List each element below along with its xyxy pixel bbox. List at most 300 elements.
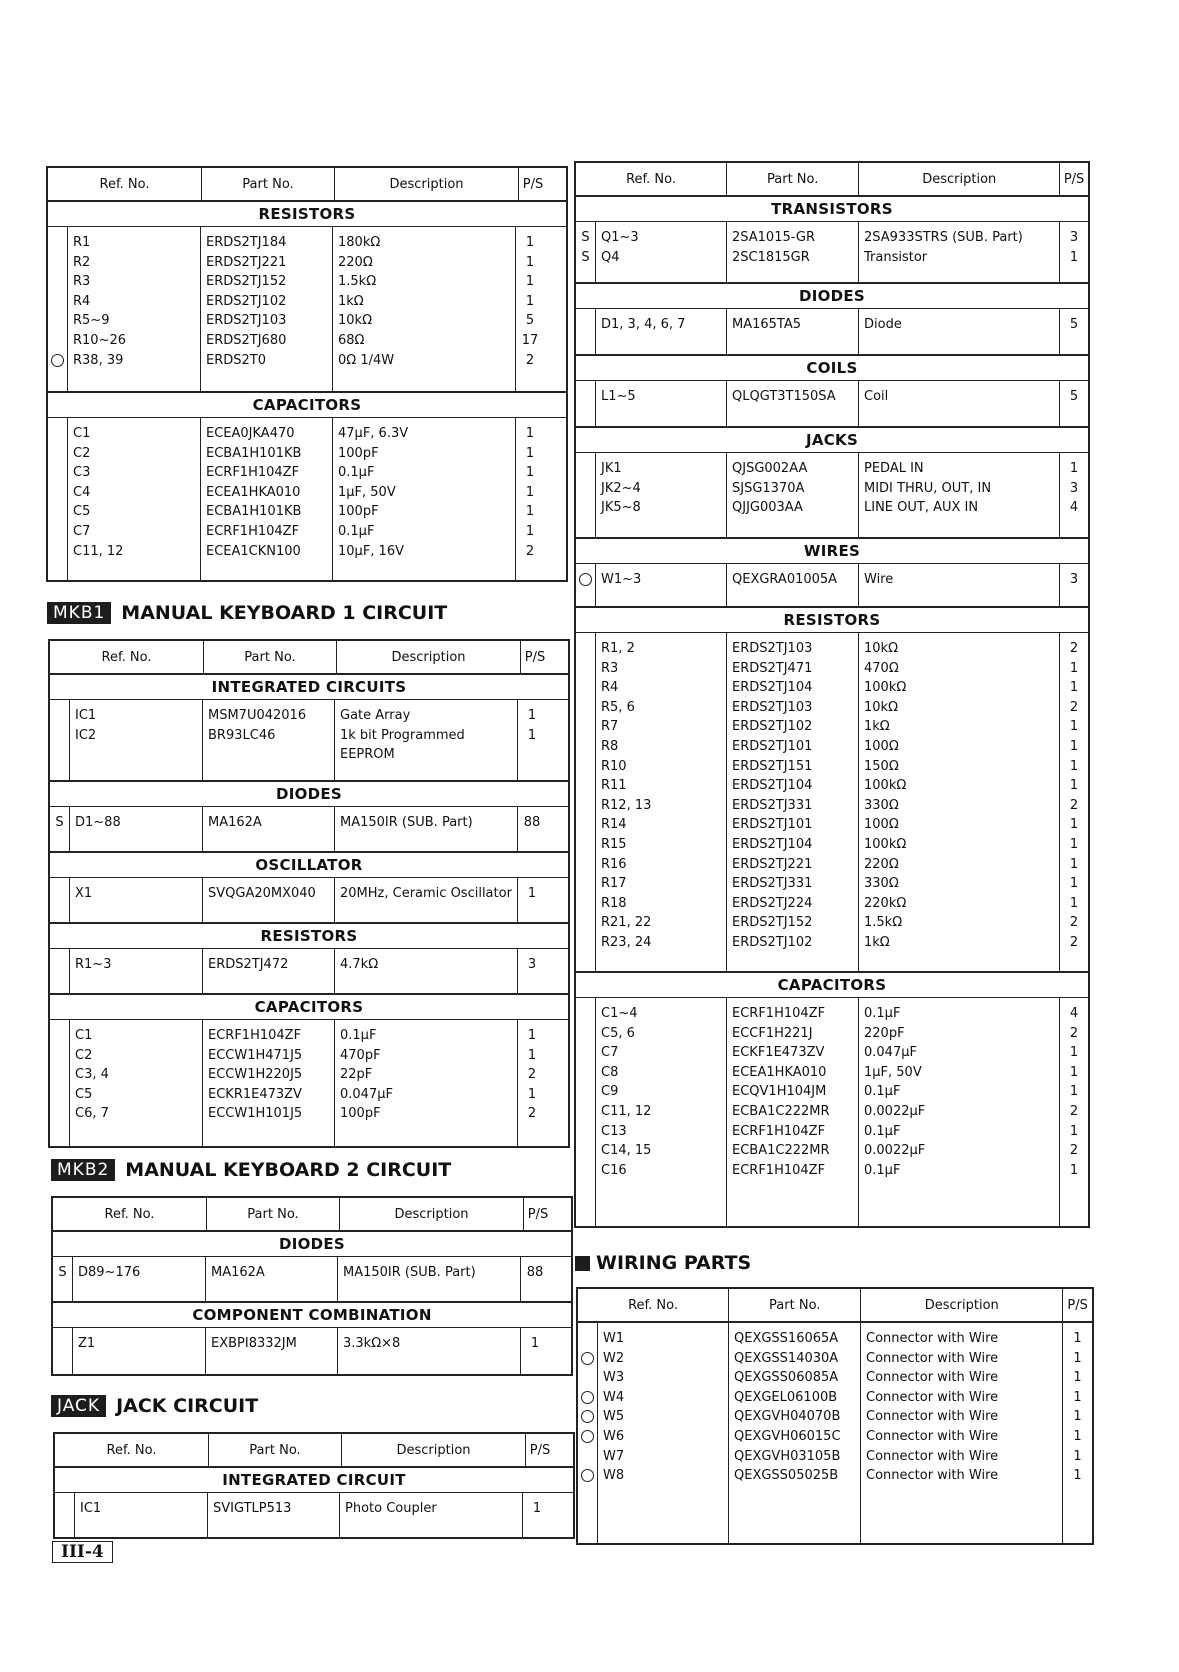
section-title: CAPACITORS [50,995,568,1020]
description: 0.1µF [864,1006,901,1021]
ps-qty: 1 [1069,856,1079,872]
description: 470pF [340,1047,381,1063]
ps-qty: 1 [1073,1428,1082,1444]
ref-no: Z1 [78,1336,96,1351]
s-mark [576,387,595,407]
s-mark [576,835,595,855]
description-column [340,1493,523,1537]
ps-qty: 1 [525,254,535,270]
ps-qty: 1 [525,465,535,481]
description: Connector with Wire [866,1331,999,1346]
ps-qty-column [1060,309,1088,354]
ps-qty: 1 [532,1501,542,1516]
circle-mark-icon [578,1388,597,1408]
circle-icon [51,354,64,367]
ps-qty-column [518,878,546,922]
description-column [859,998,1060,1226]
description: Gate Array [340,708,411,723]
ps-qty: 3 [1069,230,1079,245]
part-no-column [203,949,335,993]
description-column [333,418,516,580]
description-header: Description [861,1289,1063,1321]
ref-no-column [70,807,203,851]
description: 47µF, 6.3V [338,426,409,441]
ps-qty: 1 [1069,738,1079,754]
ps-qty: 2 [1069,641,1079,656]
description-header: Description [859,163,1060,195]
part-no: ERDS2TJ104 [732,778,813,794]
s-mark-column [48,227,68,391]
description: 0.1µF [340,1028,377,1043]
part-no: MA165TA5 [732,317,802,332]
square-bullet-icon [575,1256,590,1271]
circle-mark-icon [578,1466,597,1486]
ref-no-column [598,1323,729,1543]
section-title: RESISTORS [50,924,568,949]
part-no: ERDS2TJ471 [732,660,813,676]
description-column [335,878,518,922]
part-no: SJSG1370A [732,480,805,496]
description: 0.0022µF [864,1103,926,1119]
s-mark [576,776,595,796]
ps-qty-column [518,1020,546,1146]
description: Coil [864,389,889,404]
section-title: COMPONENT COMBINATION [53,1303,571,1328]
ps-qty: 1 [1073,1350,1082,1366]
description: 1µF, 50V [338,484,396,500]
ps-qty-column [518,949,546,993]
s-mark [50,955,69,975]
description-column [338,1257,521,1301]
s-mark [48,463,67,483]
description: EEPROM [340,747,395,763]
part-no-header: Part No. [729,1289,861,1321]
ref-no: X1 [75,886,93,901]
description: MA150IR (SUB. Part) [343,1265,476,1280]
ps-header: P/S [1063,171,1085,187]
section-title: DIODES [576,284,1088,309]
s-mark [48,311,67,331]
s-mark-column [50,1020,70,1146]
ref-no: C5 [75,1086,93,1102]
ref-no: R12, 13 [601,797,652,813]
s-mark-column [576,222,596,282]
ps-qty-column [518,700,546,780]
ref-no: C3, 4 [75,1067,109,1083]
description-column [859,222,1060,282]
part-no: SVQGA20MX040 [208,886,316,901]
ref-no: C6, 7 [75,1106,109,1122]
s-mark [576,1024,595,1044]
s-mark [48,424,67,444]
part-no: ERDS2TJ103 [732,641,813,656]
ref-no-column [596,633,727,971]
part-no-column [206,1328,338,1374]
part-no: ECRF1H104ZF [206,465,300,481]
ps-qty-column [1063,1323,1092,1543]
jack-title: JACK CIRCUIT [116,1395,259,1417]
part-no: QEXGSS05025B [734,1468,839,1484]
description-column [333,227,516,391]
part-no: ERDS2TJ472 [208,957,289,972]
ref-no: Q4 [601,249,620,265]
ref-no: R3 [601,660,619,676]
ps-qty: 1 [527,727,537,743]
ps-qty: 1 [525,445,535,461]
part-no-column [203,878,335,922]
mkb2-title: MANUAL KEYBOARD 2 CIRCUIT [125,1159,452,1181]
part-no: ECRF1H104ZF [208,1028,302,1043]
s-mark: S [581,249,590,265]
part-no-header: Part No. [204,641,337,673]
part-no: ECEA1HKA010 [206,484,301,500]
part-no: 2SC1815GR [732,249,810,265]
ref-no: R10~26 [73,332,127,348]
description: 2SA933STRS (SUB. Part) [864,230,1023,245]
description: 100Ω [864,738,899,754]
part-no: ERDS2TJ103 [206,313,287,329]
description: 0.047µF [340,1086,393,1102]
ps-header: P/S [522,176,544,192]
s-mark [576,498,595,518]
ref-no: R11 [601,778,627,794]
ps-qty: 1 [525,523,535,539]
circle-icon [579,573,592,586]
ref-no: C5, 6 [601,1025,635,1041]
part-no: ERDS2TJ331 [732,876,813,892]
ps-qty: 2 [525,352,535,368]
ps-qty: 5 [525,313,535,329]
part-no: ERDS2TJ221 [732,856,813,872]
mkb2-badge: MKB2 [51,1159,115,1181]
ref-no [75,745,197,765]
ps-qty: 1 [1073,1331,1082,1346]
s-mark [48,542,67,562]
s-mark [50,1065,69,1085]
ps-qty: 1 [527,1086,537,1102]
s-mark-column [576,633,596,971]
ref-no: C7 [601,1045,619,1061]
description: 20MHz, Ceramic Oscillator [340,886,512,901]
description: 0.1µF [338,465,375,481]
description: 100pF [338,445,379,461]
description-column [859,633,1060,971]
part-no: MA162A [211,1265,265,1280]
part-no: QEXGVH03105B [734,1448,841,1464]
ref-no: R23, 24 [601,934,652,950]
description: 1µF, 50V [864,1064,922,1080]
mkb2-parts-table [51,1196,573,1376]
s-mark [50,706,69,726]
section-title: OSCILLATOR [50,853,568,878]
description: 0.1µF [864,1123,901,1139]
description: 220kΩ [864,895,907,911]
ps-qty: 1 [525,274,535,290]
part-no: QEXGRA01005A [732,572,838,587]
ref-no: C9 [601,1084,619,1100]
part-no: ECKF1E473ZV [732,1045,825,1061]
s-mark [578,1447,597,1467]
part-no: ERDS2TJ104 [732,836,813,852]
s-mark [576,1004,595,1024]
s-mark [576,717,595,737]
ps-qty: 1 [525,504,535,520]
ref-no-column [596,564,727,606]
ps-qty: 1 [1073,1370,1082,1386]
ps-qty: 1 [527,1028,537,1043]
ps-qty: 1 [1069,1045,1079,1061]
section-title: RESISTORS [48,202,566,227]
s-mark [50,1046,69,1066]
mkb2-heading [51,1159,451,1181]
ref-no: IC1 [75,708,97,723]
ps-qty: 1 [1069,660,1079,676]
mkb1-badge: MKB1 [47,602,111,624]
description: LINE OUT, AUX IN [864,500,979,516]
part-no-column [727,564,859,606]
description-column [335,807,518,851]
s-mark [576,815,595,835]
ref-no-column [70,878,203,922]
jack-badge: JACK [51,1395,106,1417]
ref-no: R1 [73,235,91,250]
s-mark [576,894,595,914]
description-column [859,309,1060,354]
ps-qty: 2 [527,1106,537,1122]
ref-no: R21, 22 [601,915,652,931]
s-mark-column [55,1493,75,1537]
circle-icon [581,1410,594,1423]
ps-qty: 2 [1069,797,1079,813]
ref-no: Q1~3 [601,230,639,245]
s-mark [48,292,67,312]
ps-qty: 1 [1073,1468,1082,1484]
part-no: ERDS2TJ102 [732,719,813,735]
ps-qty: 1 [1073,1448,1082,1464]
s-mark [576,1122,595,1142]
section-title: TRANSISTORS [576,197,1088,222]
jack-heading [51,1395,258,1417]
ps-qty-column [521,1257,549,1301]
part-no-column [727,381,859,426]
part-no-column [729,1323,861,1543]
s-mark [48,272,67,292]
ref-no-column [68,418,201,580]
description: Connector with Wire [866,1389,999,1405]
description: MA150IR (SUB. Part) [340,815,473,830]
description: Connector with Wire [866,1409,999,1425]
s-mark [576,757,595,777]
ref-no: W1 [603,1331,625,1346]
ps-qty-column [521,1328,549,1374]
part-no: ECEA1CKN100 [206,543,301,559]
ref-no: IC1 [80,1501,102,1516]
part-no: ERDS2TJ331 [732,797,813,813]
s-mark [576,1043,595,1063]
ref-no: C11, 12 [73,543,124,559]
s-mark [576,737,595,757]
s-mark [48,444,67,464]
part-no: QJJG003AA [732,500,803,516]
ps-qty: 1 [1069,1084,1079,1100]
s-mark [48,522,67,542]
description: 0.1µF [864,1162,901,1178]
ref-no-column [75,1493,208,1537]
description: Wire [864,572,894,587]
ps-qty: 1 [525,426,535,441]
ps-qty: 1 [1073,1389,1082,1405]
ps-qty [518,745,546,765]
s-mark: S [58,1265,67,1280]
ref-no: IC2 [75,727,97,743]
ref-no: R38, 39 [73,352,124,368]
ps-qty: 1 [1069,778,1079,794]
part-no: QEXGSS06085A [734,1370,839,1386]
part-no-column [206,1257,338,1301]
part-no-column [203,700,335,780]
s-mark [50,726,69,746]
part-no-column [727,309,859,354]
ps-qty-column [516,418,544,580]
s-mark [576,639,595,659]
ps-qty-column [1060,633,1088,971]
part-no: ECBA1H101KB [206,445,302,461]
ref-no: C14, 15 [601,1143,652,1159]
part-no: QEXGVH04070B [734,1409,841,1425]
section-title: INTEGRATED CIRCUIT [55,1468,573,1493]
ref-no: R16 [601,856,627,872]
circle-icon [581,1430,594,1443]
ps-qty: 1 [1069,1064,1079,1080]
ps-qty: 5 [1069,317,1079,332]
ref-no-column [73,1257,206,1301]
ref-no-header: Ref. No. [50,641,204,673]
jack-parts-table [53,1432,575,1539]
part-no: ECRF1H104ZF [732,1162,826,1178]
s-mark-column [53,1328,73,1374]
ps-qty: 1 [1069,876,1079,892]
ps-header: P/S [524,649,546,665]
s-mark [576,659,595,679]
part-no-column [201,227,333,391]
description: PEDAL IN [864,461,924,476]
description-header: Description [335,168,519,200]
s-mark-column [576,309,596,354]
description: 100pF [340,1106,381,1122]
description: 1.5kΩ [864,915,903,931]
ref-no: C13 [601,1123,627,1139]
ref-no: D89~176 [78,1265,141,1280]
part-no: QEXGEL06100B [734,1389,838,1405]
section-title: WIRES [576,539,1088,564]
part-no: ERDS2TJ102 [206,293,287,309]
mkb1-title: MANUAL KEYBOARD 1 CIRCUIT [121,602,448,624]
s-mark [48,233,67,253]
part-no-column [727,222,859,282]
part-no-column [208,1493,340,1537]
description: MIDI THRU, OUT, IN [864,480,992,496]
ref-no-column [70,1020,203,1146]
description: 1k bit Programmed [340,727,465,743]
description: Diode [864,317,902,332]
page-number: III-4 [52,1541,113,1563]
description: 4.7kΩ [340,957,379,972]
s-mark-column [48,418,68,580]
part-no: MA162A [208,815,262,830]
ref-no: C1~4 [601,1006,638,1021]
ref-no: W1~3 [601,572,642,587]
s-mark-column [576,453,596,537]
part-no: ECRF1H104ZF [732,1006,826,1021]
description: 220Ω [864,856,899,872]
description: 100kΩ [864,680,907,696]
ps-qty: 5 [1069,389,1079,404]
section-title: CAPACITORS [48,393,566,418]
part-no: ERDS2TJ101 [732,738,813,754]
part-no: ERDS2TJ151 [732,758,813,774]
part-no: ECCF1H221J [732,1025,813,1041]
s-mark [576,874,595,894]
s-mark [576,1161,595,1181]
part-no [208,745,329,765]
part-no: QEXGVH06015C [734,1428,841,1444]
wiring-title: WIRING PARTS [596,1252,752,1274]
s-mark-column [50,807,70,851]
part-no: ECBA1C222MR [732,1143,830,1159]
s-mark [576,479,595,499]
ref-no: C3 [73,465,91,481]
part-no: ERDS2TJ224 [732,895,813,911]
ref-no-column [596,222,727,282]
part-no-column [727,633,859,971]
ref-no: C2 [75,1047,93,1063]
s-mark-column [576,381,596,426]
ps-qty: 1 [1069,836,1079,852]
section-title: DIODES [53,1232,571,1257]
description-column [861,1323,1063,1543]
part-no-column [727,998,859,1226]
description-header: Description [337,641,521,673]
part-no: ECCW1H471J5 [208,1047,303,1063]
part-no: ERDS2TJ103 [732,699,813,715]
part-no: ECRF1H104ZF [206,523,300,539]
ps-qty-column [1060,998,1088,1226]
ref-no: D1, 3, 4, 6, 7 [601,317,686,332]
s-mark [50,745,69,765]
description-column [335,1020,518,1146]
s-mark [48,502,67,522]
part-no-header: Part No. [209,1434,342,1466]
ref-no: JK5~8 [601,500,641,516]
ps-header: P/S [527,1206,549,1222]
part-no: QLQGT3T150SA [732,389,836,404]
part-no-header: Part No. [202,168,335,200]
ps-qty: 3 [1069,480,1079,496]
part-no: ERDS2T0 [206,352,266,368]
s-mark [53,1334,72,1354]
circle-mark-icon [576,570,595,590]
ps-qty: 4 [1069,500,1079,516]
part-no: ECKR1E473ZV [208,1086,302,1102]
description: 220pF [864,1025,905,1041]
part-no: ECEA0JKA470 [206,426,295,441]
ps-qty: 1 [525,235,535,250]
ref-no: R8 [601,738,619,754]
description: 0Ω 1/4W [338,352,395,368]
description: 100kΩ [864,836,907,852]
part-no: EXBPI8332JM [211,1336,297,1351]
ref-no-column [596,998,727,1226]
